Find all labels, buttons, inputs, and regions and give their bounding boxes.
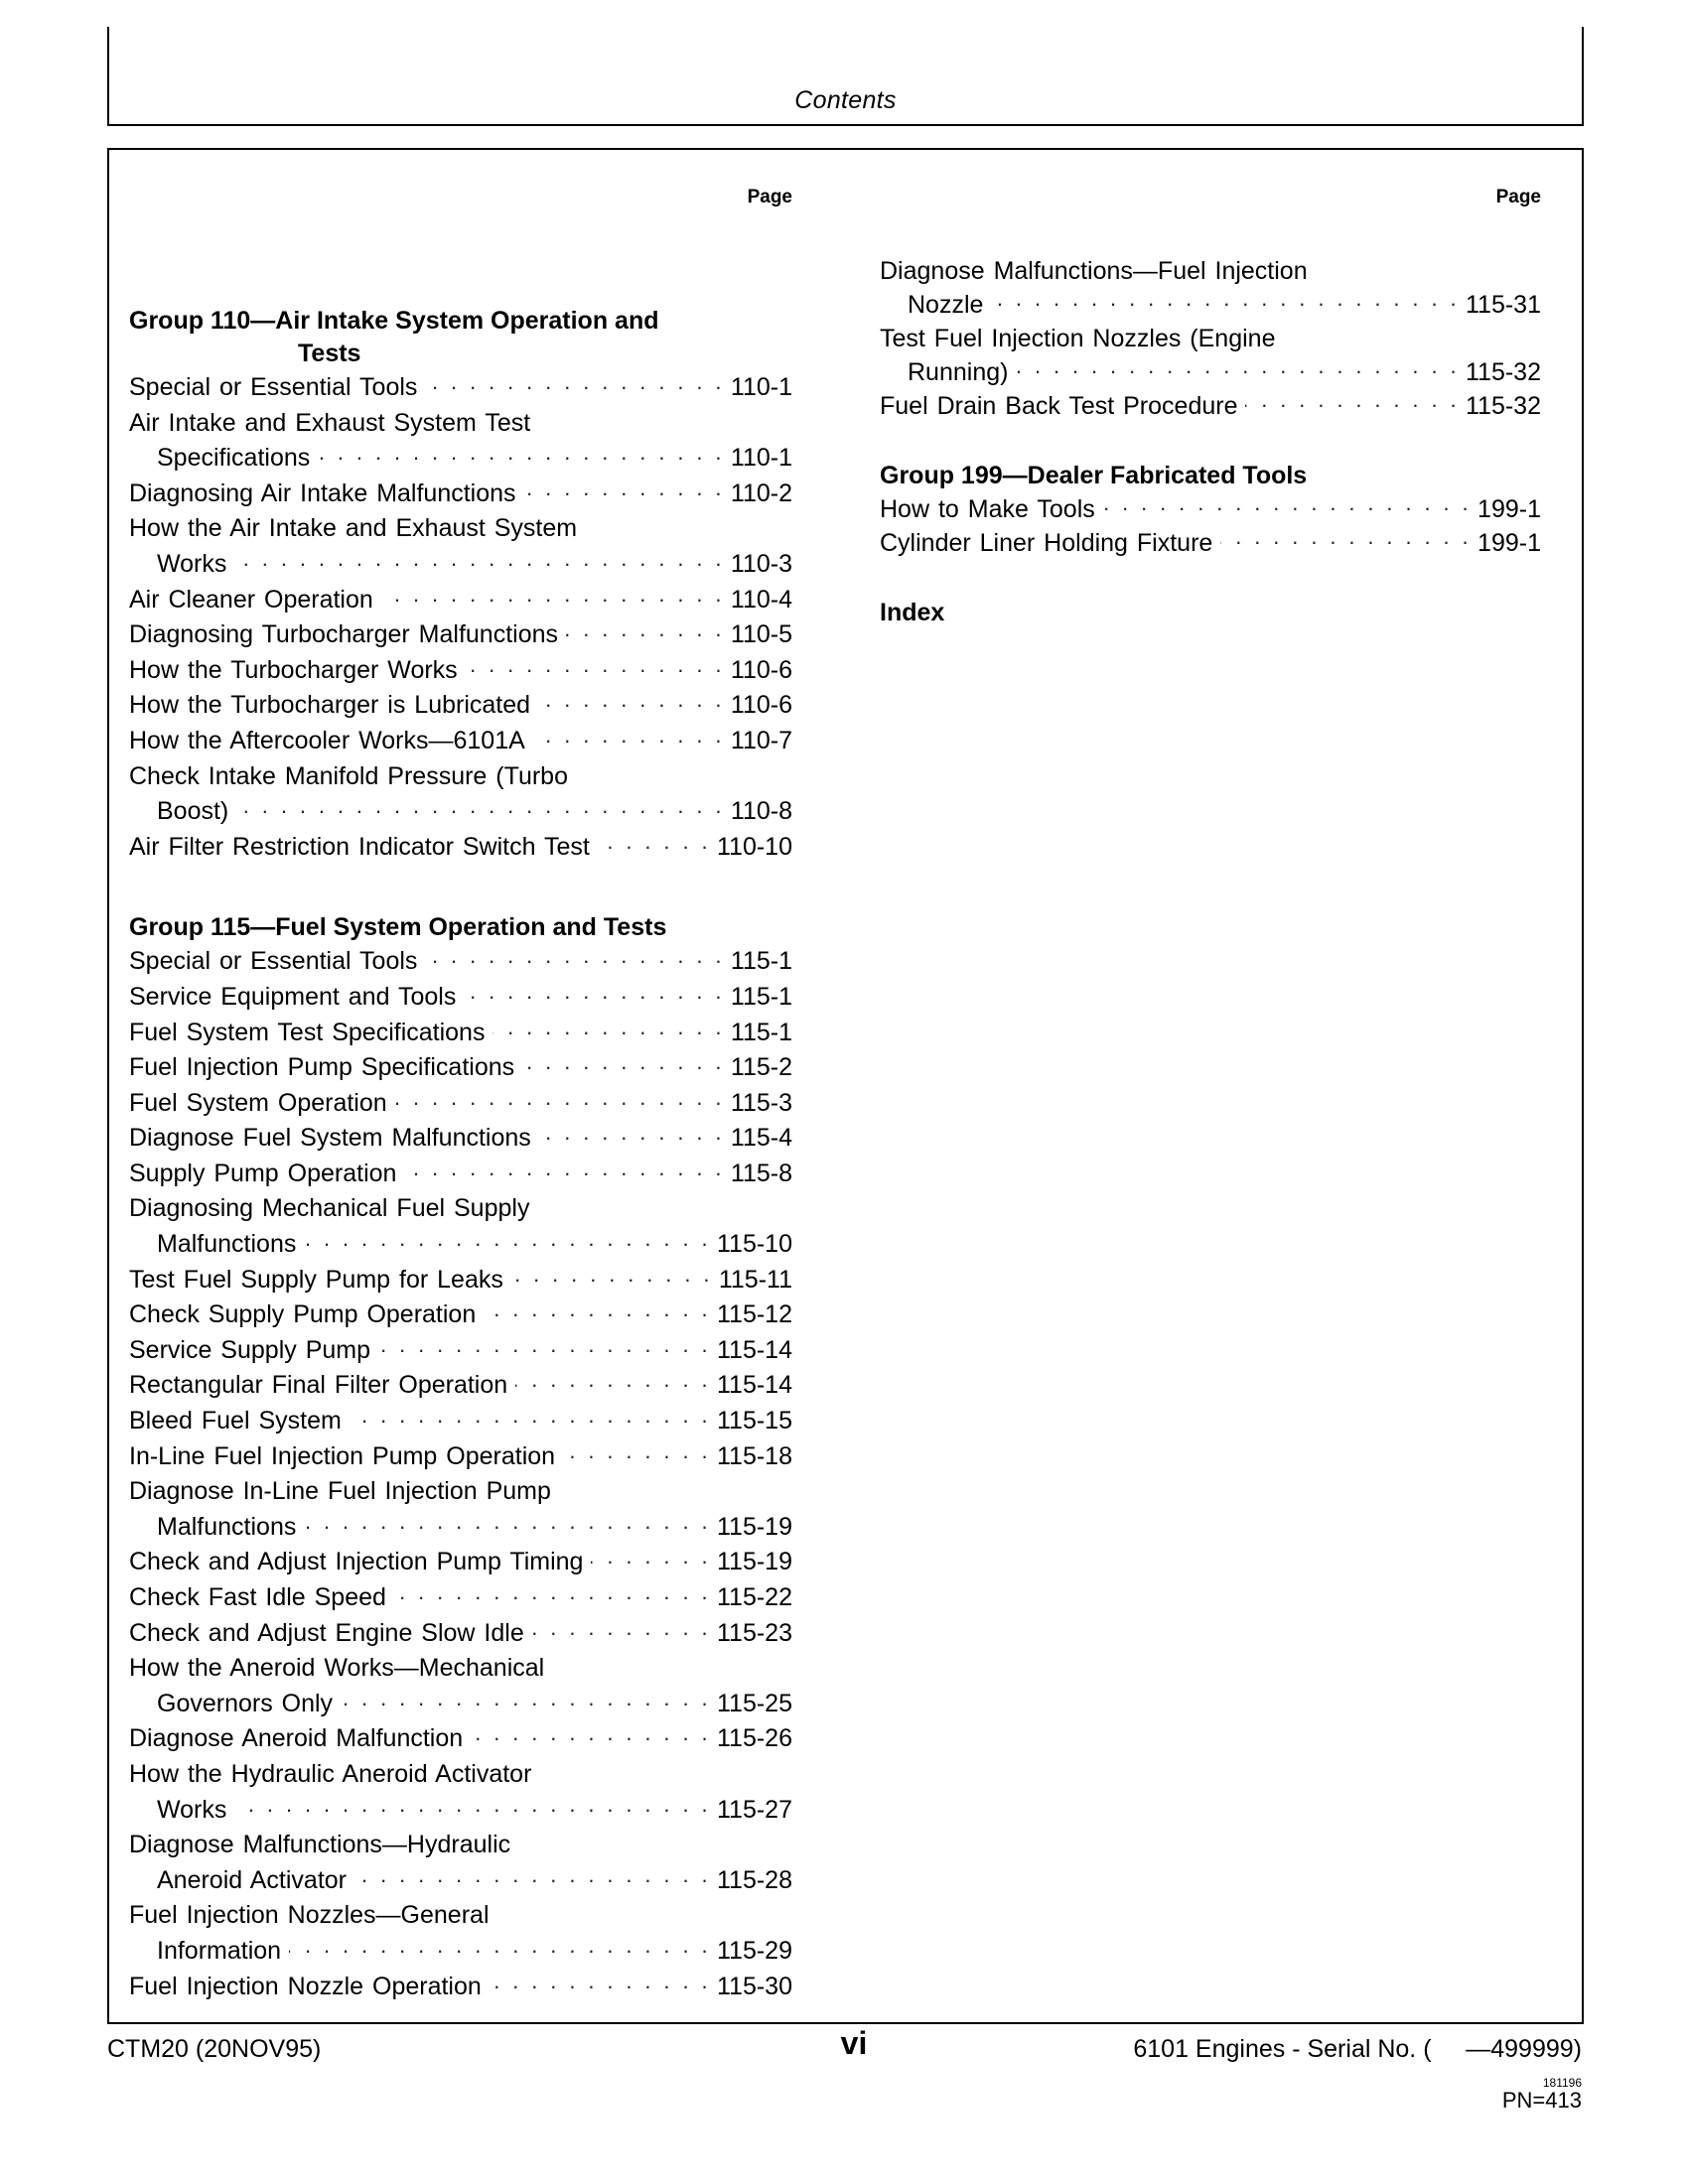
dot-leader bbox=[234, 1793, 711, 1818]
toc-entry-title[interactable]: Special or Essential Tools bbox=[129, 947, 418, 976]
toc-entry-line bbox=[129, 1227, 792, 1263]
header-title: Contents bbox=[794, 86, 897, 114]
toc-entry-title[interactable]: How the Aneroid Works—Mechanical bbox=[129, 1654, 545, 1683]
toc-entry-line bbox=[129, 547, 792, 583]
toc-entry-title[interactable]: How the Air Intake and Exhaust System bbox=[129, 514, 578, 543]
toc-entry-page[interactable]: 115-1 bbox=[730, 982, 792, 1011]
toc-entry-line bbox=[129, 1934, 792, 1970]
toc-entry-title[interactable]: Check Supply Pump Operation bbox=[129, 1300, 477, 1329]
toc-entry-title[interactable]: Fuel Drain Back Test Procedure bbox=[880, 392, 1238, 420]
toc-entry-title[interactable]: How the Aftercooler Works—6101A bbox=[129, 726, 525, 754]
toc-entry-line bbox=[129, 1828, 792, 1863]
dot-leader bbox=[471, 1721, 711, 1746]
toc-entry[interactable] bbox=[129, 1651, 792, 1721]
toc-entry-page[interactable]: 110-6 bbox=[730, 691, 792, 720]
toc-entry[interactable] bbox=[129, 1474, 792, 1545]
dot-leader bbox=[236, 794, 725, 819]
toc-entry-title[interactable]: How the Hydraulic Aneroid Activator bbox=[129, 1759, 532, 1788]
toc-entry-line bbox=[880, 288, 1541, 322]
footer-page-number: vi bbox=[840, 2025, 868, 2061]
toc-entry-page[interactable]: 115-30 bbox=[717, 1972, 792, 2000]
toc-entry-page[interactable]: 115-19 bbox=[717, 1512, 792, 1541]
toc-entry-page[interactable]: 115-14 bbox=[717, 1335, 792, 1364]
toc-entry-title[interactable]: Diagnose Aneroid Malfunction bbox=[129, 1724, 464, 1753]
toc-entry-page[interactable]: 199-1 bbox=[1477, 529, 1541, 557]
dot-leader bbox=[591, 1545, 711, 1570]
toc-entry-line bbox=[129, 1651, 792, 1687]
toc-entry[interactable] bbox=[129, 370, 792, 406]
toc-entry-title[interactable]: Specifications bbox=[157, 444, 311, 473]
toc-entry-title[interactable]: Bleed Fuel System bbox=[129, 1407, 342, 1435]
toc-entry-title[interactable]: Service Equipment and Tools bbox=[129, 982, 457, 1011]
toc-entry-line bbox=[129, 1368, 792, 1404]
toc-entry[interactable] bbox=[129, 1157, 792, 1192]
dot-leader bbox=[539, 1121, 725, 1146]
toc-entry[interactable] bbox=[129, 1404, 792, 1439]
toc-entry[interactable] bbox=[129, 1757, 792, 1828]
toc-entry-page[interactable]: 110-7 bbox=[730, 726, 792, 754]
toc-entry-line bbox=[129, 370, 792, 406]
toc-entry-line bbox=[129, 1016, 792, 1051]
toc-entry-line bbox=[129, 583, 792, 618]
toc-entry-page[interactable]: 110-3 bbox=[730, 549, 792, 578]
toc-entry-title[interactable]: Service Supply Pump bbox=[129, 1335, 371, 1364]
group-heading bbox=[880, 459, 1541, 492]
toc-entry-title[interactable]: Diagnosing Air Intake Malfunctions bbox=[129, 478, 516, 507]
toc-entry-title[interactable]: Fuel Injection Pump Specifications bbox=[129, 1053, 515, 1082]
toc-entry-title[interactable]: Test Fuel Supply Pump for Leaks bbox=[129, 1265, 503, 1294]
toc-entry[interactable] bbox=[880, 389, 1541, 423]
toc-entry-page[interactable]: 110-6 bbox=[730, 655, 792, 684]
toc-entry-line bbox=[129, 1050, 792, 1086]
toc-entry[interactable] bbox=[129, 1297, 792, 1333]
toc-entry-page[interactable]: 115-10 bbox=[717, 1230, 792, 1259]
dot-leader bbox=[532, 1616, 711, 1641]
dot-leader bbox=[289, 1934, 711, 1959]
toc-entry-line bbox=[129, 794, 792, 830]
toc-entry[interactable] bbox=[129, 830, 792, 866]
dot-leader bbox=[515, 1368, 711, 1393]
dot-leader bbox=[1220, 526, 1472, 551]
dot-leader bbox=[425, 944, 724, 969]
toc-entry-page[interactable]: 110-10 bbox=[717, 832, 792, 861]
page-column-label-right: Page bbox=[1495, 187, 1541, 207]
toc-entry-line bbox=[129, 511, 792, 547]
toc-entry-line bbox=[129, 1721, 792, 1757]
footer-date-code: 181196 bbox=[1542, 2076, 1582, 2090]
toc-entry-page[interactable]: 115-19 bbox=[717, 1548, 792, 1576]
toc-entry-line bbox=[129, 1545, 792, 1580]
toc-entry-title[interactable]: Boost) bbox=[157, 797, 229, 826]
group-heading bbox=[129, 305, 792, 370]
toc-entry-title[interactable]: Check and Adjust Engine Slow Idle bbox=[129, 1618, 524, 1647]
toc-entry-title[interactable]: How to Make Tools bbox=[880, 495, 1095, 523]
toc-entry-page[interactable]: 115-3 bbox=[730, 1088, 792, 1117]
toc-entry-line bbox=[129, 830, 792, 866]
dot-leader bbox=[484, 1297, 711, 1322]
toc-entry-title[interactable]: Nozzle bbox=[908, 291, 984, 319]
group-heading bbox=[880, 596, 1541, 629]
dot-leader bbox=[490, 1970, 711, 1994]
toc-entry-title[interactable]: In-Line Fuel Injection Pump Operation bbox=[129, 1441, 556, 1470]
toc-entry-page[interactable]: 115-32 bbox=[1466, 358, 1541, 386]
toc-entry-title[interactable]: Works bbox=[157, 549, 227, 578]
dot-leader bbox=[378, 1333, 711, 1358]
toc-entry-title[interactable]: Test Fuel Injection Nozzles (Engine bbox=[880, 325, 1276, 352]
dot-leader bbox=[598, 830, 711, 855]
section-gap bbox=[129, 865, 792, 911]
dot-leader bbox=[1103, 492, 1472, 517]
dot-leader bbox=[395, 1086, 725, 1111]
dot-leader bbox=[538, 688, 725, 713]
toc-entry-title[interactable]: Diagnosing Mechanical Fuel Supply bbox=[129, 1194, 530, 1223]
toc-entry-title[interactable]: Fuel Injection Nozzles—General bbox=[129, 1901, 490, 1930]
toc-entry-title[interactable]: Diagnose In-Line Fuel Injection Pump bbox=[129, 1477, 551, 1506]
toc-entry-line bbox=[129, 1121, 792, 1157]
toc-entry-page[interactable]: 115-27 bbox=[717, 1795, 792, 1824]
toc-entry[interactable] bbox=[129, 1898, 792, 1969]
toc-entry-line bbox=[129, 688, 792, 724]
toc-entry-line bbox=[129, 1297, 792, 1333]
toc-entry-page[interactable]: 199-1 bbox=[1477, 495, 1541, 523]
toc-entry[interactable] bbox=[129, 1439, 792, 1475]
toc-entry-title[interactable]: Diagnosing Turbocharger Malfunctions bbox=[129, 620, 559, 649]
toc-entry-line bbox=[129, 1793, 792, 1829]
toc-entry-title[interactable]: How the Turbocharger is Lubricated bbox=[129, 691, 531, 720]
toc-entry-line bbox=[129, 1439, 792, 1475]
toc-entry-line bbox=[880, 492, 1541, 526]
toc-entry-title[interactable]: Special or Essential Tools bbox=[129, 373, 418, 401]
group-heading-line: Group 110—Air Intake System Operation and bbox=[129, 307, 659, 335]
toc-entry-title[interactable]: Running) bbox=[908, 358, 1009, 386]
toc-entry[interactable] bbox=[129, 1121, 792, 1157]
toc-entry[interactable] bbox=[129, 1828, 792, 1898]
footer-manual-code: CTM20 (20NOV95) bbox=[107, 2035, 322, 2063]
toc-entry-line bbox=[129, 724, 792, 759]
section-gap bbox=[880, 423, 1541, 459]
dot-leader bbox=[1245, 389, 1460, 414]
dot-leader bbox=[1016, 355, 1460, 380]
toc-entry-page[interactable]: 115-2 bbox=[730, 1053, 792, 1082]
toc-entry-line bbox=[129, 1898, 792, 1934]
toc-entry[interactable] bbox=[129, 688, 792, 724]
toc-entry-title[interactable]: How the Turbocharger Works bbox=[129, 655, 458, 684]
dot-leader bbox=[991, 288, 1460, 313]
toc-entry-line bbox=[129, 1616, 792, 1652]
toc-entry[interactable] bbox=[129, 1368, 792, 1404]
toc-entry-line bbox=[880, 355, 1541, 389]
toc-entry-page[interactable]: 115-18 bbox=[717, 1441, 792, 1470]
toc-entry[interactable] bbox=[880, 492, 1541, 526]
toc-entry-line bbox=[880, 254, 1541, 288]
dot-leader bbox=[381, 583, 725, 608]
toc-entry[interactable] bbox=[129, 724, 792, 759]
dot-leader bbox=[304, 1510, 711, 1535]
toc-entry-page[interactable]: 115-25 bbox=[717, 1689, 792, 1717]
toc-column-left bbox=[129, 305, 792, 2004]
toc-entry-line bbox=[880, 526, 1541, 560]
toc-entry-title[interactable]: Rectangular Final Filter Operation bbox=[129, 1371, 508, 1400]
dot-leader bbox=[524, 477, 725, 501]
toc-entry-page[interactable]: 115-14 bbox=[717, 1371, 792, 1400]
toc-entry-page[interactable]: 115-1 bbox=[730, 1018, 792, 1046]
toc-entry[interactable] bbox=[880, 526, 1541, 560]
toc-entry-page[interactable]: 115-22 bbox=[717, 1583, 792, 1611]
toc-entry-line bbox=[880, 322, 1541, 355]
toc-entry-line bbox=[129, 1970, 792, 2005]
toc-entry-title[interactable]: Diagnose Fuel System Malfunctions bbox=[129, 1124, 531, 1153]
toc-entry-title[interactable]: Works bbox=[157, 1795, 227, 1824]
toc-entry-page[interactable]: 110-1 bbox=[730, 373, 792, 401]
toc-entry[interactable] bbox=[129, 653, 792, 689]
dot-leader bbox=[318, 441, 725, 466]
toc-entry-title[interactable]: Check Fast Idle Speed bbox=[129, 1583, 386, 1611]
toc-entry-title[interactable]: Cylinder Liner Holding Fixture bbox=[880, 529, 1213, 557]
toc-entry-page[interactable]: 115-8 bbox=[730, 1159, 792, 1187]
dot-leader bbox=[234, 547, 725, 572]
toc-entry-title[interactable]: Supply Pump Operation bbox=[129, 1159, 397, 1187]
toc-entry[interactable] bbox=[129, 617, 792, 653]
toc-entry-line bbox=[129, 477, 792, 512]
dot-leader bbox=[492, 1016, 724, 1040]
toc-entry-line bbox=[129, 1333, 792, 1369]
toc-entry-page[interactable]: 115-28 bbox=[717, 1865, 792, 1894]
toc-entry-page[interactable]: 115-23 bbox=[717, 1618, 792, 1647]
footer-pn: PN=413 bbox=[1501, 2088, 1582, 2113]
toc-entry-page[interactable]: 110-5 bbox=[730, 620, 792, 649]
toc-entry-line bbox=[129, 1404, 792, 1439]
dot-leader bbox=[566, 617, 725, 642]
toc-entry-title[interactable]: Aneroid Activator bbox=[157, 1865, 347, 1894]
group-heading-line: Tests bbox=[298, 340, 361, 367]
toc-entry-page[interactable]: 115-31 bbox=[1466, 291, 1541, 319]
toc-entry-title[interactable]: Fuel Injection Nozzle Operation bbox=[129, 1972, 482, 2000]
toc-entry-title[interactable]: Malfunctions bbox=[157, 1230, 297, 1259]
toc-entry[interactable] bbox=[129, 1721, 792, 1757]
toc-entry-line bbox=[129, 944, 792, 980]
toc-entry-line bbox=[129, 617, 792, 653]
toc-entry-page[interactable]: 115-11 bbox=[718, 1265, 792, 1294]
toc-entry-title[interactable]: Governors Only bbox=[157, 1689, 334, 1717]
dot-leader bbox=[394, 1580, 711, 1605]
toc-entry-line bbox=[129, 1263, 792, 1298]
header-box bbox=[107, 27, 1584, 126]
toc-entry-title[interactable]: Check Intake Manifold Pressure (Turbo bbox=[129, 761, 568, 790]
dot-leader bbox=[350, 1404, 711, 1429]
toc-entry[interactable] bbox=[129, 511, 792, 582]
dot-leader bbox=[341, 1687, 711, 1711]
contents-box bbox=[107, 148, 1584, 2024]
page-column-label-left: Page bbox=[747, 187, 792, 207]
toc-entry-line bbox=[129, 1580, 792, 1616]
toc-entry-line bbox=[129, 1510, 792, 1546]
toc-entry-title[interactable]: Fuel System Test Specifications bbox=[129, 1018, 486, 1046]
dot-leader bbox=[354, 1863, 711, 1888]
toc-entry[interactable] bbox=[129, 406, 792, 477]
toc-entry-title[interactable]: Air Cleaner Operation bbox=[129, 585, 373, 614]
toc-entry-title[interactable]: Air Intake and Exhaust System Test bbox=[129, 408, 531, 437]
toc-entry[interactable] bbox=[129, 583, 792, 618]
toc-entry-title[interactable]: Check and Adjust Injection Pump Timing bbox=[129, 1548, 584, 1576]
toc-entry[interactable] bbox=[129, 1616, 792, 1652]
toc-entry-line bbox=[129, 1757, 792, 1793]
toc-entry-line bbox=[129, 980, 792, 1016]
toc-entry[interactable] bbox=[129, 1970, 792, 2005]
dot-leader bbox=[522, 1050, 725, 1075]
toc-entry-line bbox=[129, 1687, 792, 1722]
dot-leader bbox=[563, 1439, 711, 1464]
dot-leader bbox=[464, 980, 725, 1005]
toc-entry-page[interactable]: 115-15 bbox=[717, 1407, 792, 1435]
dot-leader bbox=[511, 1263, 713, 1288]
toc-entry-line bbox=[129, 759, 792, 795]
toc-entry[interactable] bbox=[129, 1191, 792, 1262]
dot-leader bbox=[304, 1227, 711, 1252]
toc-entry[interactable] bbox=[129, 1580, 792, 1616]
toc-entry-line bbox=[129, 441, 792, 477]
group-heading bbox=[129, 911, 792, 944]
toc-entry[interactable] bbox=[880, 254, 1541, 322]
toc-entry-title[interactable]: Diagnose Malfunctions—Fuel Injection bbox=[880, 257, 1308, 285]
toc-entry-line bbox=[129, 1474, 792, 1510]
toc-entry-page[interactable]: 115-12 bbox=[717, 1300, 792, 1329]
toc-entry-title[interactable]: Air Filter Restriction Indicator Switch Test bbox=[129, 832, 590, 861]
group-heading-line: Group 199—Dealer Fabricated Tools bbox=[880, 462, 1308, 489]
toc-entry-line bbox=[129, 653, 792, 689]
toc-entry[interactable] bbox=[129, 1086, 792, 1122]
toc-entry-line bbox=[129, 1863, 792, 1899]
toc-entry-page[interactable]: 110-2 bbox=[730, 478, 792, 507]
group-heading-line: Group 115—Fuel System Operation and Tests bbox=[129, 913, 667, 942]
toc-entry[interactable] bbox=[129, 1263, 792, 1298]
toc-entry-title[interactable]: Information bbox=[157, 1936, 282, 1965]
dot-leader bbox=[466, 653, 725, 678]
dot-leader bbox=[533, 724, 725, 749]
toc-entry-page[interactable]: 110-4 bbox=[730, 585, 792, 614]
toc-entry-page[interactable]: 115-29 bbox=[717, 1936, 792, 1965]
toc-entry[interactable] bbox=[129, 1016, 792, 1051]
toc-entry-line bbox=[129, 1086, 792, 1122]
toc-entry-title[interactable]: Malfunctions bbox=[157, 1512, 297, 1541]
group-heading-line: Index bbox=[880, 599, 945, 626]
toc-entry-page[interactable]: 115-1 bbox=[730, 947, 792, 976]
toc-entry[interactable] bbox=[129, 980, 792, 1016]
toc-entry-page[interactable]: 115-32 bbox=[1466, 392, 1541, 420]
toc-column-right bbox=[880, 254, 1541, 629]
footer-serial: 6101 Engines - Serial No. ( —499999) bbox=[1133, 2035, 1582, 2063]
toc-entry[interactable] bbox=[129, 1050, 792, 1086]
toc-entry-page[interactable]: 115-26 bbox=[717, 1724, 792, 1753]
toc-entry[interactable] bbox=[129, 759, 792, 830]
toc-entry-line bbox=[129, 1157, 792, 1192]
toc-entry-page[interactable]: 115-4 bbox=[730, 1124, 792, 1153]
toc-entry-title[interactable]: Fuel System Operation bbox=[129, 1088, 387, 1117]
toc-entry[interactable] bbox=[129, 1545, 792, 1580]
toc-entry-title[interactable]: Diagnose Malfunctions—Hydraulic bbox=[129, 1831, 511, 1859]
toc-entry-page[interactable]: 110-1 bbox=[730, 444, 792, 473]
toc-entry-line bbox=[880, 389, 1541, 423]
toc-entry[interactable] bbox=[129, 477, 792, 512]
toc-entry-page[interactable]: 110-8 bbox=[730, 797, 792, 826]
toc-entry[interactable] bbox=[129, 1333, 792, 1369]
toc-entry[interactable] bbox=[129, 944, 792, 980]
section-gap bbox=[880, 560, 1541, 596]
toc-entry-line bbox=[129, 1191, 792, 1227]
toc-entry[interactable] bbox=[880, 322, 1541, 389]
dot-leader bbox=[425, 370, 724, 395]
dot-leader bbox=[404, 1157, 724, 1181]
toc-entry-line bbox=[129, 406, 792, 442]
